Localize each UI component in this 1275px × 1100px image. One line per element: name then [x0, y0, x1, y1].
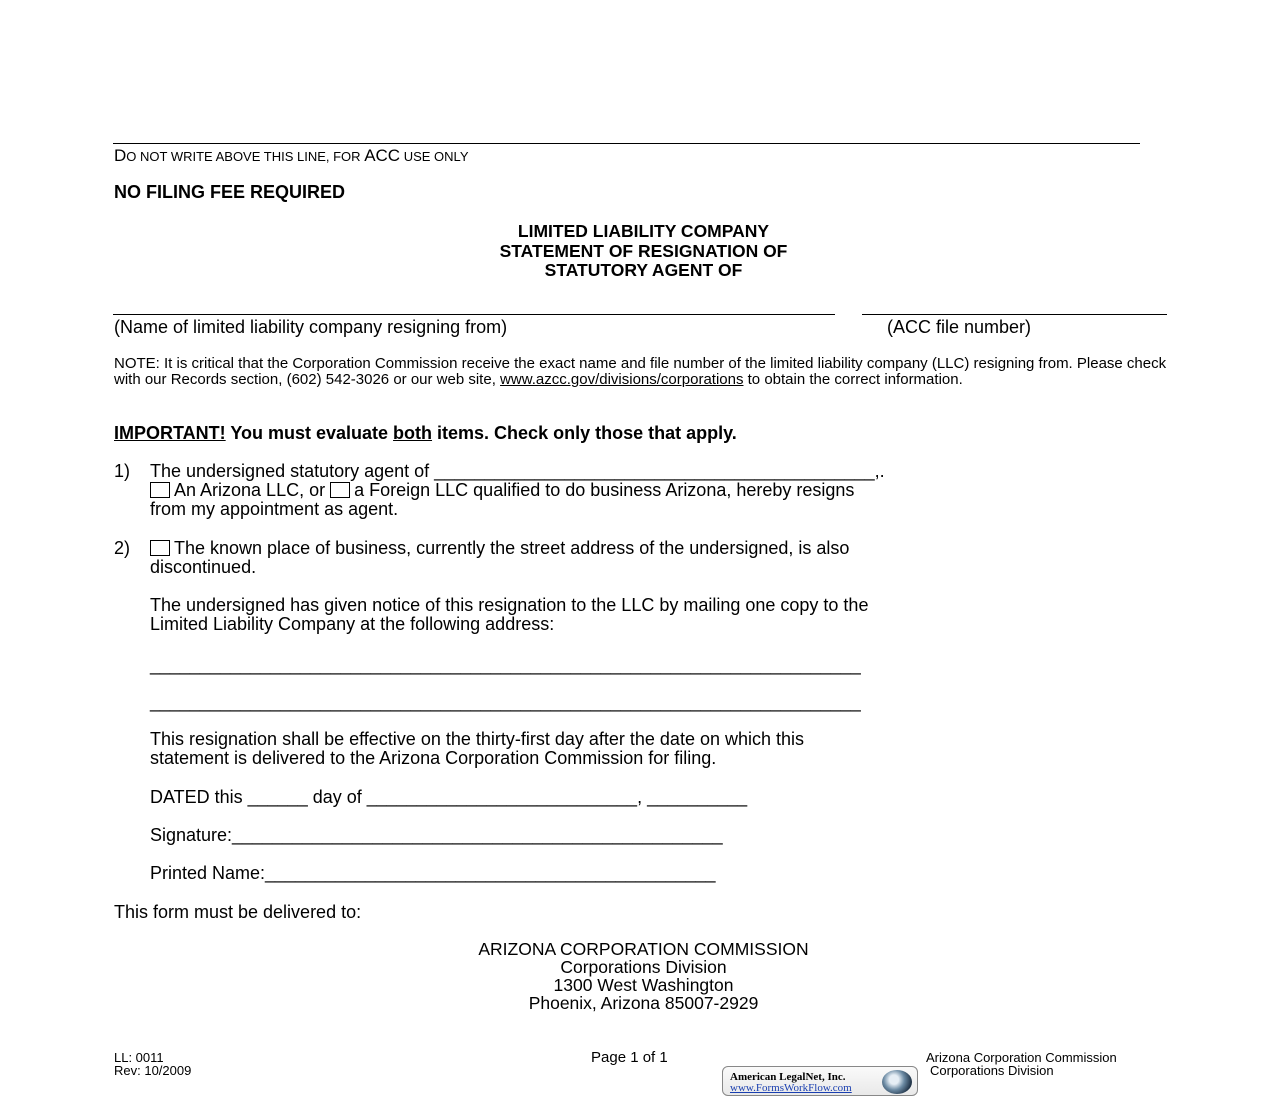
arizona-llc-checkbox[interactable]	[150, 482, 170, 498]
signature-field[interactable]: Signature:_________________________________________________	[150, 825, 723, 845]
item-2-discontinued-line: discontinued.	[150, 557, 257, 577]
notice-line-1: The undersigned has given notice of this resignation to the LLC by mailing one copy to the	[150, 595, 869, 615]
company-name-label: (Name of limited liability company resigning from)	[114, 317, 508, 337]
item-1-number: 1)	[114, 461, 131, 481]
form-title-line-2: STATEMENT OF RESIGNATION OF	[499, 241, 788, 261]
form-title-line-1: LIMITED LIABILITY COMPANY	[517, 221, 770, 241]
azcc-website-link[interactable]: www.azcc.gov/divisions/corporations	[500, 371, 744, 388]
foreign-llc-label: a Foreign LLC qualified to do business Arizona, hereby resigns	[354, 480, 855, 500]
footer-division: Corporations Division	[930, 1063, 1054, 1078]
foreign-llc-checkbox[interactable]	[330, 482, 350, 498]
place-of-business-checkbox[interactable]	[150, 540, 170, 556]
item-2-number: 2)	[114, 538, 131, 558]
logo-website-link[interactable]: www.FormsWorkFlow.com	[730, 1082, 852, 1094]
llc-address-field-2[interactable]: _______________________________________________________________________	[150, 692, 861, 712]
effective-line-1: This resignation shall be effective on the thirty-first day after the date on which this	[150, 729, 805, 749]
page-number: Page 1 of 1	[591, 1049, 668, 1066]
item-1-llc-type-line	[150, 480, 854, 501]
footer-commission: Arizona Corporation Commission	[926, 1050, 1117, 1065]
item-1-appointment-line: from my appointment as agent.	[150, 499, 399, 519]
commission-city: Phoenix, Arizona 85007-2929	[528, 993, 759, 1013]
commission-street: 1300 West Washington	[553, 975, 734, 995]
dated-field[interactable]: DATED this ______ day of ___________________________, __________	[150, 787, 748, 807]
american-legalnet-logo[interactable]	[722, 1066, 918, 1096]
printed-name-field[interactable]: Printed Name:_____________________________________________	[150, 863, 716, 883]
arizona-llc-label: An Arizona LLC, or	[174, 480, 326, 500]
effective-line-2: statement is delivered to the Arizona Corporation Commission for filing.	[150, 748, 717, 768]
note-paragraph: NOTE: It is critical that the Corporation Commission receive the exact name and file number of the limited liability company (LLC) resigning from. Please check with our Records section, (602) 542-3026 or our web site, www.azcc.gov/divisions/corporations to obtain the correct information.	[114, 355, 1167, 388]
acc-file-number-field[interactable]	[862, 314, 1167, 315]
delivery-label: This form must be delivered to:	[114, 902, 362, 922]
company-name-field[interactable]	[113, 314, 835, 315]
form-title-line-3: STATUTORY AGENT OF	[544, 260, 743, 280]
important-instruction: IMPORTANT! You must evaluate both items. Check only those that apply.	[114, 423, 737, 443]
notice-line-2: Limited Liability Company at the following address:	[150, 614, 555, 634]
form-revision: Rev: 10/2009	[114, 1063, 192, 1078]
acc-use-only-rule	[113, 143, 1140, 144]
llc-address-field-1[interactable]: _______________________________________________________________________	[150, 655, 861, 675]
acc-file-number-label: (ACC file number)	[887, 317, 1032, 337]
item-1-agent-of-line: The undersigned statutory agent of ____________________________________________,.	[150, 461, 885, 481]
logo-company-name: American LegalNet, Inc.	[730, 1071, 846, 1083]
no-filing-fee-heading: NO FILING FEE REQUIRED	[114, 182, 346, 202]
item-2-place-of-business-line: The known place of business, currently the street address of the undersigned, is also	[150, 538, 849, 559]
acc-use-only-notice: DO NOT WRITE ABOVE THIS LINE, FOR ACC USE ONLY	[114, 146, 469, 165]
commission-division: Corporations Division	[560, 957, 727, 977]
globe-icon	[882, 1070, 912, 1094]
form-number: LL: 0011	[114, 1050, 164, 1065]
commission-name: ARIZONA CORPORATION COMMISSION	[478, 939, 809, 959]
